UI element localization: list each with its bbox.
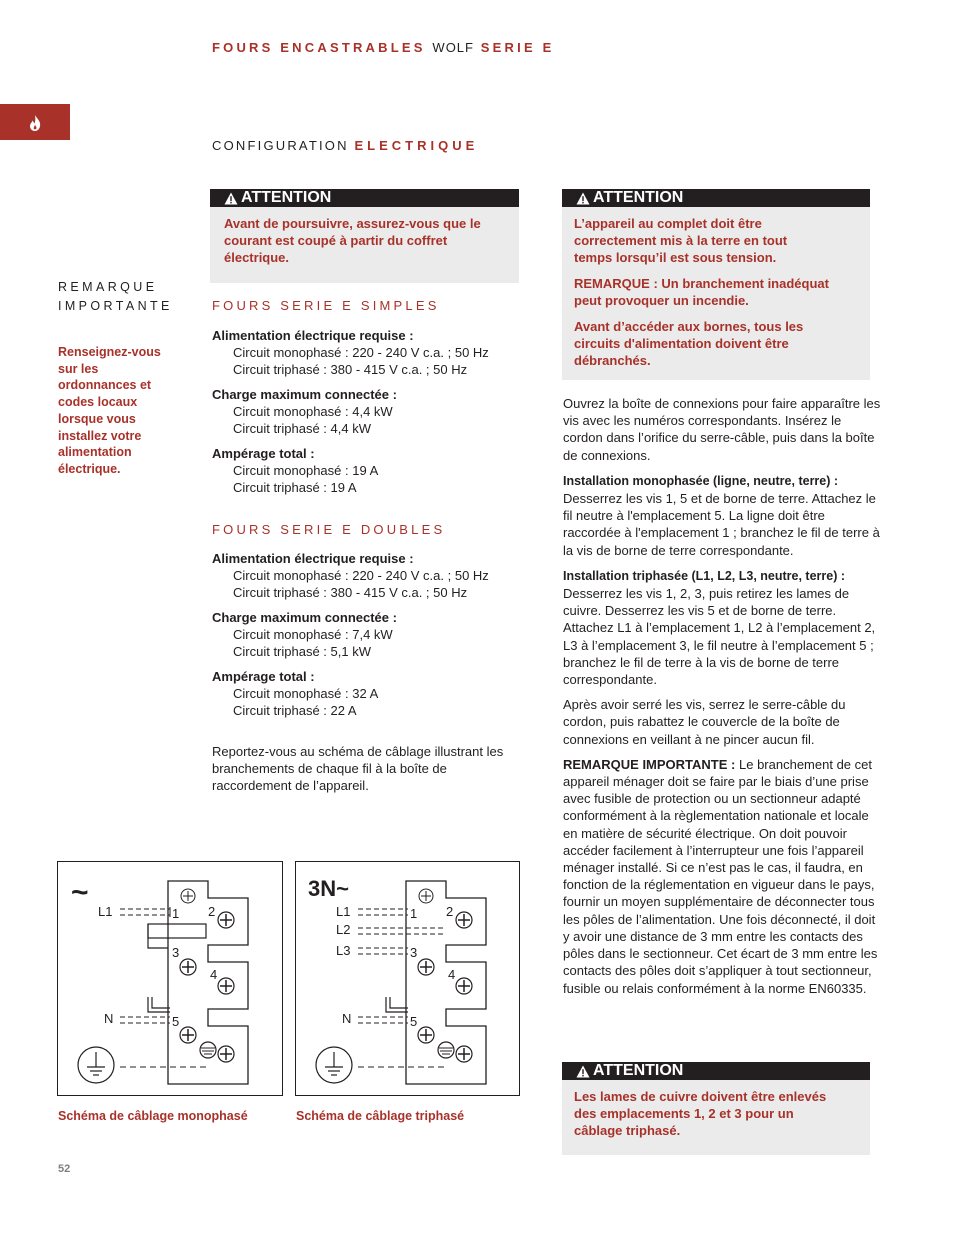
simples-alim-label: Alimentation électrique requise :	[212, 328, 414, 343]
tri-symbol: 3N~	[308, 876, 349, 901]
right-column-text	[563, 395, 883, 1005]
attention-box-right-bottom	[562, 1062, 870, 1155]
simples-alim-mono: Circuit monophasé : 220 - 240 V c.a. ; 50 Hz	[233, 345, 489, 360]
attention-right-p2: REMARQUE : Un branchement inadéquat peut provoquer un incendie.	[574, 276, 829, 308]
right-apres: Après avoir serré les vis, serrez le serre-câble du cordon, puis rabattez le couvercle de la boîte de connexions en veillant à ne pincer aucun fil.	[563, 697, 846, 747]
right-tri	[563, 567, 883, 688]
doubles-amp-label: Ampérage total :	[212, 669, 315, 684]
header-brand: WOLF	[432, 40, 474, 55]
doubles-alim-mono: Circuit monophasé : 220 - 240 V c.a. ; 50 Hz	[233, 568, 489, 583]
attention-label: ATTENTION	[593, 1062, 684, 1079]
section-tab	[0, 104, 70, 140]
terminal-1: 1	[410, 906, 418, 921]
doubles-charge-tri: Circuit triphasé : 5,1 kW	[233, 644, 371, 659]
remarque-line1: REMARQUE	[58, 280, 158, 294]
attention-box-left	[210, 189, 519, 283]
doubles-charge-mono: Circuit monophasé : 7,4 kW	[233, 627, 393, 642]
attention-left-text: Avant de poursuivre, assurez-vous que le courant est coupé à partir du coffret électrique.	[224, 216, 481, 265]
simples-amp-tri: Circuit triphasé : 19 A	[233, 480, 357, 495]
header-part1: FOURS ENCASTRABLES	[212, 40, 426, 55]
attention-label: ATTENTION	[241, 189, 332, 206]
tri-label: Installation triphasée (L1, L2, L3, neutre, terre) :	[563, 568, 846, 583]
terminal-2: 2	[208, 904, 216, 919]
wiring-diagram-tri	[295, 861, 520, 1096]
attention-bar	[562, 1062, 870, 1080]
terminal-4: 4	[210, 967, 218, 982]
l1-label: L1	[336, 904, 351, 919]
attention-bottom-text: Les lames de cuivre doivent être enlevés des emplacements 1, 2 et 3 pour un câblage triphasé.	[574, 1089, 827, 1138]
attention-bar	[562, 189, 870, 207]
doubles-amp-mono: Circuit monophasé : 32 A	[233, 686, 379, 701]
simples-alim-tri: Circuit triphasé : 380 - 415 V c.a. ; 50 Hz	[233, 362, 468, 377]
mono-symbol: ~	[71, 876, 89, 909]
simples-charge-tri: Circuit triphasé : 4,4 kW	[233, 421, 371, 436]
simples-amp-mono: Circuit monophasé : 19 A	[233, 463, 379, 478]
doubles-title: FOURS SERIE E DOUBLES	[212, 522, 446, 537]
section-title-bold: ELECTRIQUE	[354, 138, 479, 153]
terminal-3: 3	[172, 945, 180, 960]
section-title	[212, 138, 478, 153]
flame-icon	[0, 104, 70, 140]
n-label: N	[104, 1011, 114, 1026]
right-mono	[563, 472, 883, 559]
section-title-normal: CONFIGURATION	[212, 138, 349, 153]
right-remarque	[563, 756, 883, 997]
attention-right-p1: L’appareil au complet doit être correctement mis à la terre en tout temps lorsqu’il est sous tension.	[574, 216, 788, 265]
simples-charge-label: Charge maximum connectée :	[212, 387, 397, 402]
simples-title: FOURS SERIE E SIMPLES	[212, 298, 440, 313]
mono-text: Desserrez les vis 1, 5 et de borne de terre. Attachez le fil neutre à l'emplacement 5. La ligne doit être raccordée à l'emplacement 1 ; branchez le fil de terre à la vis de borne de terre correspondante.	[563, 491, 880, 558]
copper-bridge	[148, 924, 206, 938]
terminal-2: 2	[446, 904, 454, 919]
l2-label: L2	[336, 922, 351, 937]
screw-icon	[418, 889, 472, 1062]
reportez-paragraph: Reportez-vous au schéma de câblage illustrant les branchements de chaque fil à la boîte de raccordement de l’appareil.	[212, 744, 504, 794]
attention-label: ATTENTION	[593, 189, 684, 206]
page-number: 52	[58, 1163, 71, 1175]
ground-icon	[78, 1047, 114, 1083]
terminal-5: 5	[410, 1014, 418, 1029]
caption-mono: Schéma de câblage monophasé	[58, 1109, 248, 1123]
terminal-1: 1	[172, 906, 180, 921]
screw-icon	[180, 889, 234, 1062]
terminal-5: 5	[172, 1014, 180, 1029]
remarque-heading	[58, 278, 173, 316]
attention-box-right-top	[562, 189, 870, 380]
caption-tri: Schéma de câblage triphasé	[296, 1109, 465, 1123]
terminal-4: 4	[448, 967, 456, 982]
warning-icon	[576, 192, 590, 205]
doubles-charge-label: Charge maximum connectée :	[212, 610, 397, 625]
simples-charge-mono: Circuit monophasé : 4,4 kW	[233, 404, 393, 419]
terminal-3: 3	[410, 945, 418, 960]
running-header	[212, 40, 555, 55]
ground-icon	[316, 1047, 352, 1083]
wiring-diagram-mono	[57, 861, 283, 1096]
tri-text: Desserrez les vis 1, 2, 3, puis retirez les lames de cuivre. Desserrez les vis 5 et de borne de terre. Attachez L1 à l’emplacement 1, L2 à l’emplacement 2, L3 à l’emplacement 3, le fil neutre à l’emplacement 5 ; branchez le fil de terre à la vis de borne de terre correspondante.	[563, 586, 876, 688]
n-label: N	[342, 1011, 352, 1026]
rem-label: REMARQUE IMPORTANTE :	[563, 756, 736, 772]
doubles-amp-tri: Circuit triphasé : 22 A	[233, 703, 357, 718]
simples-amp-label: Ampérage total :	[212, 446, 315, 461]
remarque-line2: IMPORTANTE	[58, 299, 173, 313]
attention-right-p3: Avant d’accéder aux bornes, tous les circuits d'alimentation doivent être débranchés.	[574, 319, 804, 368]
attention-bar	[210, 189, 519, 207]
warning-icon	[576, 1065, 590, 1078]
doubles-alim-tri: Circuit triphasé : 380 - 415 V c.a. ; 50 Hz	[233, 585, 468, 600]
header-part3: SERIE E	[480, 40, 555, 55]
l1-label: L1	[98, 904, 113, 919]
warning-icon	[224, 192, 238, 205]
doubles-alim-label: Alimentation électrique requise :	[212, 551, 414, 566]
mono-label: Installation monophasée (ligne, neutre, terre) :	[563, 473, 839, 488]
doubles-specs	[212, 550, 489, 727]
right-p1: Ouvrez la boîte de connexions pour faire apparaître les vis avec les numéros correspondants. Insérez le cordon dans l’orifice du serre-câble, puis dans la boîte de connexions.	[563, 396, 881, 463]
rem-text: Le branchement de cet appareil ménager doit se faire par le biais d’une prise avec fusible de protection ou un sectionneur adapté conformément à la règlementation nationale et locale en matière de sécurité électrique. On doit pouvoir accéder facilement à l’interrupteur une fois l’appareil ménager installé. Si ce n’est pas le cas, il faudra, en fonction de la réglementation en vigueur dans le pays, fournir un moyen supplémentaire de déconnecter tous les pôles de l’alimentation. Une fois déconnecté, il doit y avoir une distance de 3 mm entre les contacts des pôles dans le sectionneur. Cet écart de 3 mm entre les contacts des pôles doit s’appliquer à tout sectionneur, fusible ou relais conformément à la norme EN60335.	[563, 756, 878, 996]
simples-specs	[212, 327, 489, 504]
l3-label: L3	[336, 943, 351, 958]
remarque-text: Renseignez-vous sur les ordonnances et codes locaux lorsque vous installez votre alimentation électrique.	[58, 345, 161, 476]
